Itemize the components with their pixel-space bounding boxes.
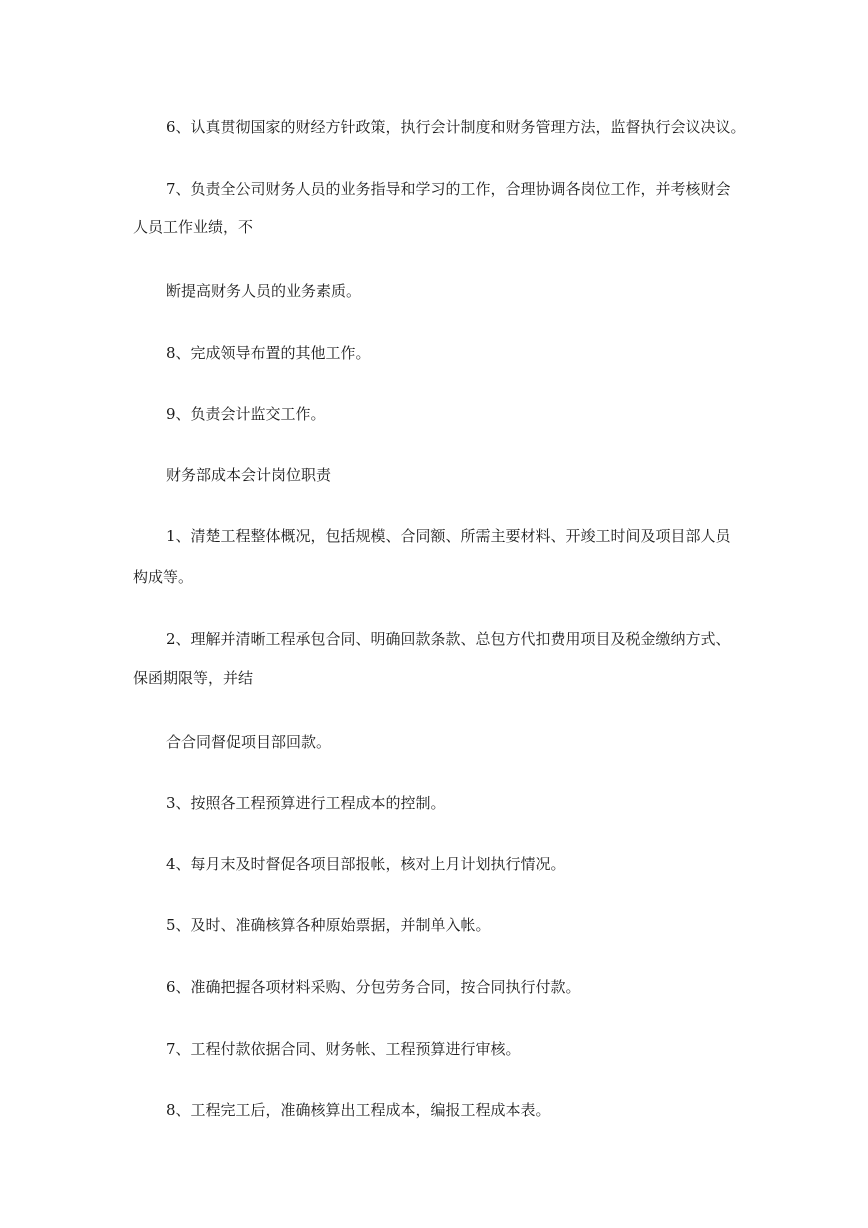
paragraph-line: 人员工作业绩，不 [133,218,254,236]
paragraph-line: 7、负责全公司财务人员的业务指导和学习的工作，合理协调各岗位工作，并考核财会 [166,180,731,198]
paragraph-line: 断提高财务人员的业务素质。 [166,282,362,300]
paragraph-line: 8、工程完工后，准确核算出工程成本，编报工程成本表。 [166,1101,551,1119]
paragraph-line: 8、完成领导布置的其他工作。 [166,344,371,362]
paragraph-line: 5、及时、准确核算各种原始票据，并制单入帐。 [166,916,491,934]
paragraph-line: 合合同督促项目部回款。 [166,733,332,751]
paragraph-line: 6、准确把握各项材料采购、分包劳务合同，按合同执行付款。 [166,978,581,996]
paragraph-line: 6、认真贯彻国家的财经方针政策，执行会计制度和财务管理方法，监督执行会议决议。 [166,118,746,136]
paragraph-line: 保函期限等，并结 [133,669,254,687]
paragraph-line: 7、工程付款依据合同、财务帐、工程预算进行审核。 [166,1040,521,1058]
paragraph-line: 1、清楚工程整体概况，包括规模、合同额、所需主要材料、开竣工时间及项目部人员 [166,527,731,545]
paragraph-line: 3、按照各工程预算进行工程成本的控制。 [166,794,446,812]
paragraph-line: 9、负责会计监交工作。 [166,405,326,423]
paragraph-line: 构成等。 [133,568,194,586]
paragraph-line: 2、理解并清晰工程承包合同、明确回款条款、总包方代扣费用项目及税金缴纳方式、 [166,630,731,648]
paragraph-line: 4、每月末及时督促各项目部报帐，核对上月计划执行情况。 [166,855,566,873]
section-heading: 财务部成本会计岗位职责 [166,466,332,484]
